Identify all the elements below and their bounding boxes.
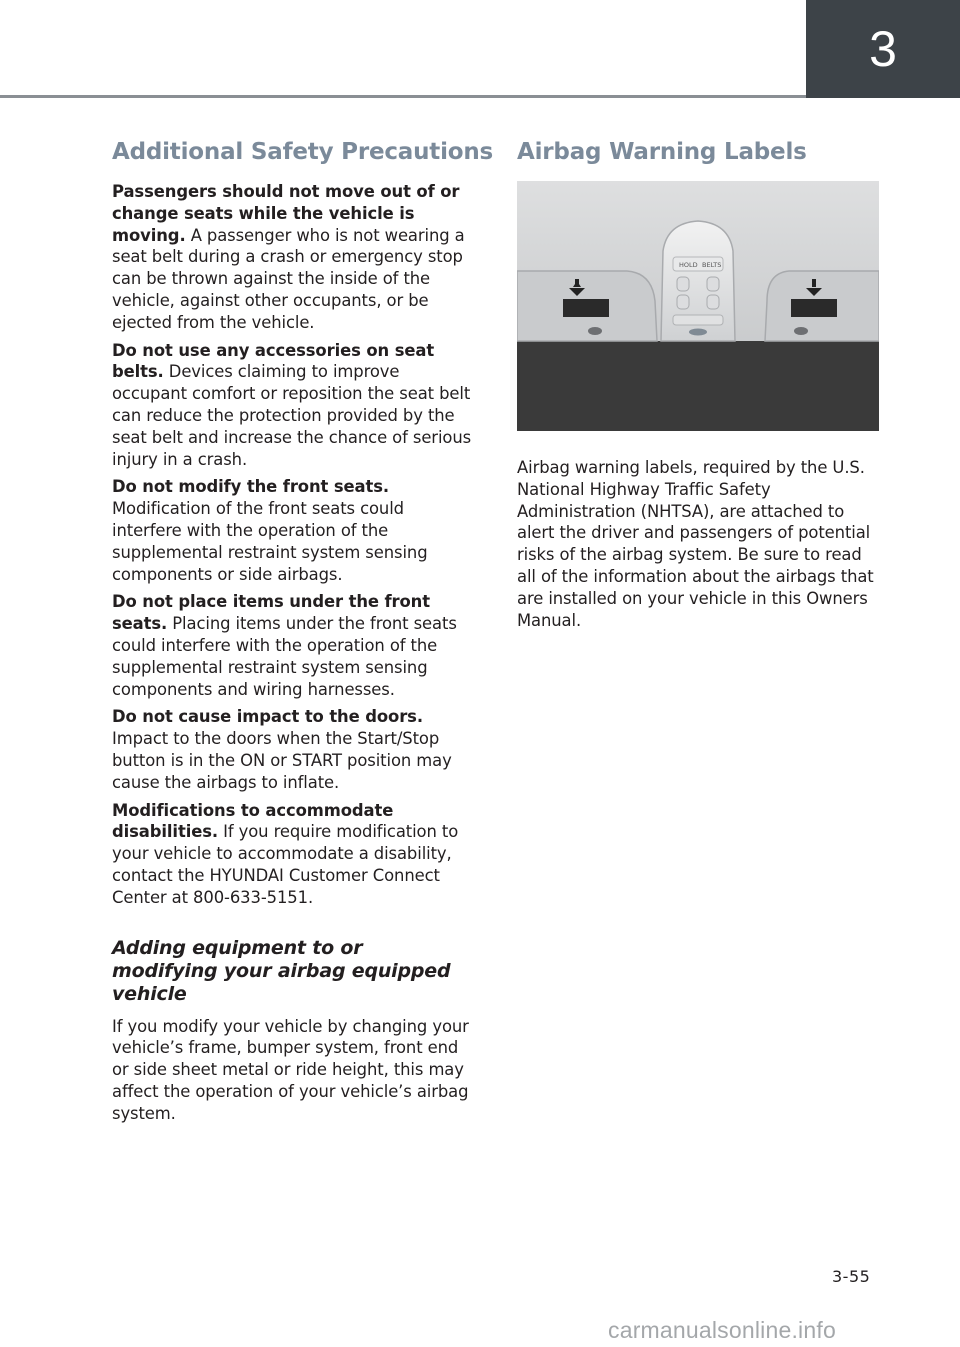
paragraph-text: Impact to the doors when the Start/Stop button is in the ON or START position may cause the airbags to inflate.	[112, 729, 452, 792]
paragraph-lead: Do not place items under the front seats.	[112, 592, 430, 634]
paragraph-front-seats	[112, 476, 472, 585]
console-button	[707, 277, 719, 291]
chapter-number: 3	[869, 21, 897, 77]
paragraph-lead: Do not modify the front seats.	[112, 477, 390, 497]
paragraph-warning-labels: Airbag warning labels, required by the U.S. National Highway Traffic Safety Administration (NHTSA), are attached to alert the driver and passengers of potential risks of the airbag system. Be sure to read all of the information about the airbags that are installed on your vehicle in this Owners Manual.	[517, 458, 874, 630]
console-label-hold: HOLD	[679, 261, 698, 269]
warning-sticker	[563, 299, 609, 317]
console-button-row	[673, 315, 723, 325]
watermark: carmanualsonline.info	[608, 1317, 836, 1343]
visor-clip	[588, 327, 602, 335]
paragraph-lead: Passengers should not move out of or change seats while the vehicle is moving.	[112, 182, 460, 245]
paragraph-modify-vehicle: If you modify your vehicle by changing your vehicle’s frame, bumper system, front end or side sheet metal or ride height, this may affect the operation of your vehicle’s airbag system.	[112, 1016, 469, 1123]
paragraph-lead: Do not cause impact to the doors.	[112, 707, 423, 727]
paragraph-text: Placing items under the front seats could interfere with the operation of the supplemental restraint system sensing components and wiring harnesses.	[112, 614, 457, 699]
right-column	[517, 135, 879, 637]
paragraph-text: A passenger who is not wearing a seat belt during a crash or emergency stop can be thrown against the inside of the vehicle, against other occupants, or be ejected from the vehicle.	[112, 225, 465, 332]
visor-clip	[794, 327, 808, 335]
paragraph-disabilities	[112, 800, 472, 909]
paragraph-passengers	[112, 181, 472, 334]
section-title-safety-precautions: Additional Safety Precautions	[112, 139, 494, 165]
paragraph-lead: Modifications to accommodate disabilities.	[112, 800, 394, 842]
console-light	[689, 329, 707, 336]
left-column	[112, 135, 494, 1130]
paragraph-text: Modification of the front seats could interfere with the operation of the supplemental restraint system sensing components or side airbags.	[112, 499, 428, 584]
console-label-belts: BELTS	[702, 261, 722, 269]
airbag-labels-figure	[517, 181, 879, 431]
chapter-tab	[806, 0, 960, 98]
paragraph-doors	[112, 706, 472, 793]
paragraph-lead: Do not use any accessories on seat belts.	[112, 340, 435, 382]
overhead-console	[661, 221, 735, 341]
page-number: 3-55	[832, 1267, 871, 1286]
console-button	[707, 295, 719, 309]
console-button	[677, 277, 689, 291]
header-rule	[0, 95, 806, 98]
windshield-dark	[517, 341, 879, 431]
warning-sticker	[791, 299, 837, 317]
console-button	[677, 295, 689, 309]
subheading-equipment: Adding equipment to or modifying your airbag equipped vehicle	[112, 936, 451, 1005]
paragraph-accessories	[112, 340, 472, 471]
paragraph-text: If you require modification to your vehicle to accommodate a disability, contact the HYUNDAI Customer Connect Center at 800-633-5151.	[112, 822, 459, 907]
section-title-warning-labels: Airbag Warning Labels	[517, 139, 807, 165]
paragraph-items-under-seats	[112, 591, 472, 700]
paragraph-text: Devices claiming to improve occupant comfort or reposition the seat belt can reduce the protection provided by the seat belt and increase the chance of serious injury in a crash.	[112, 362, 472, 469]
